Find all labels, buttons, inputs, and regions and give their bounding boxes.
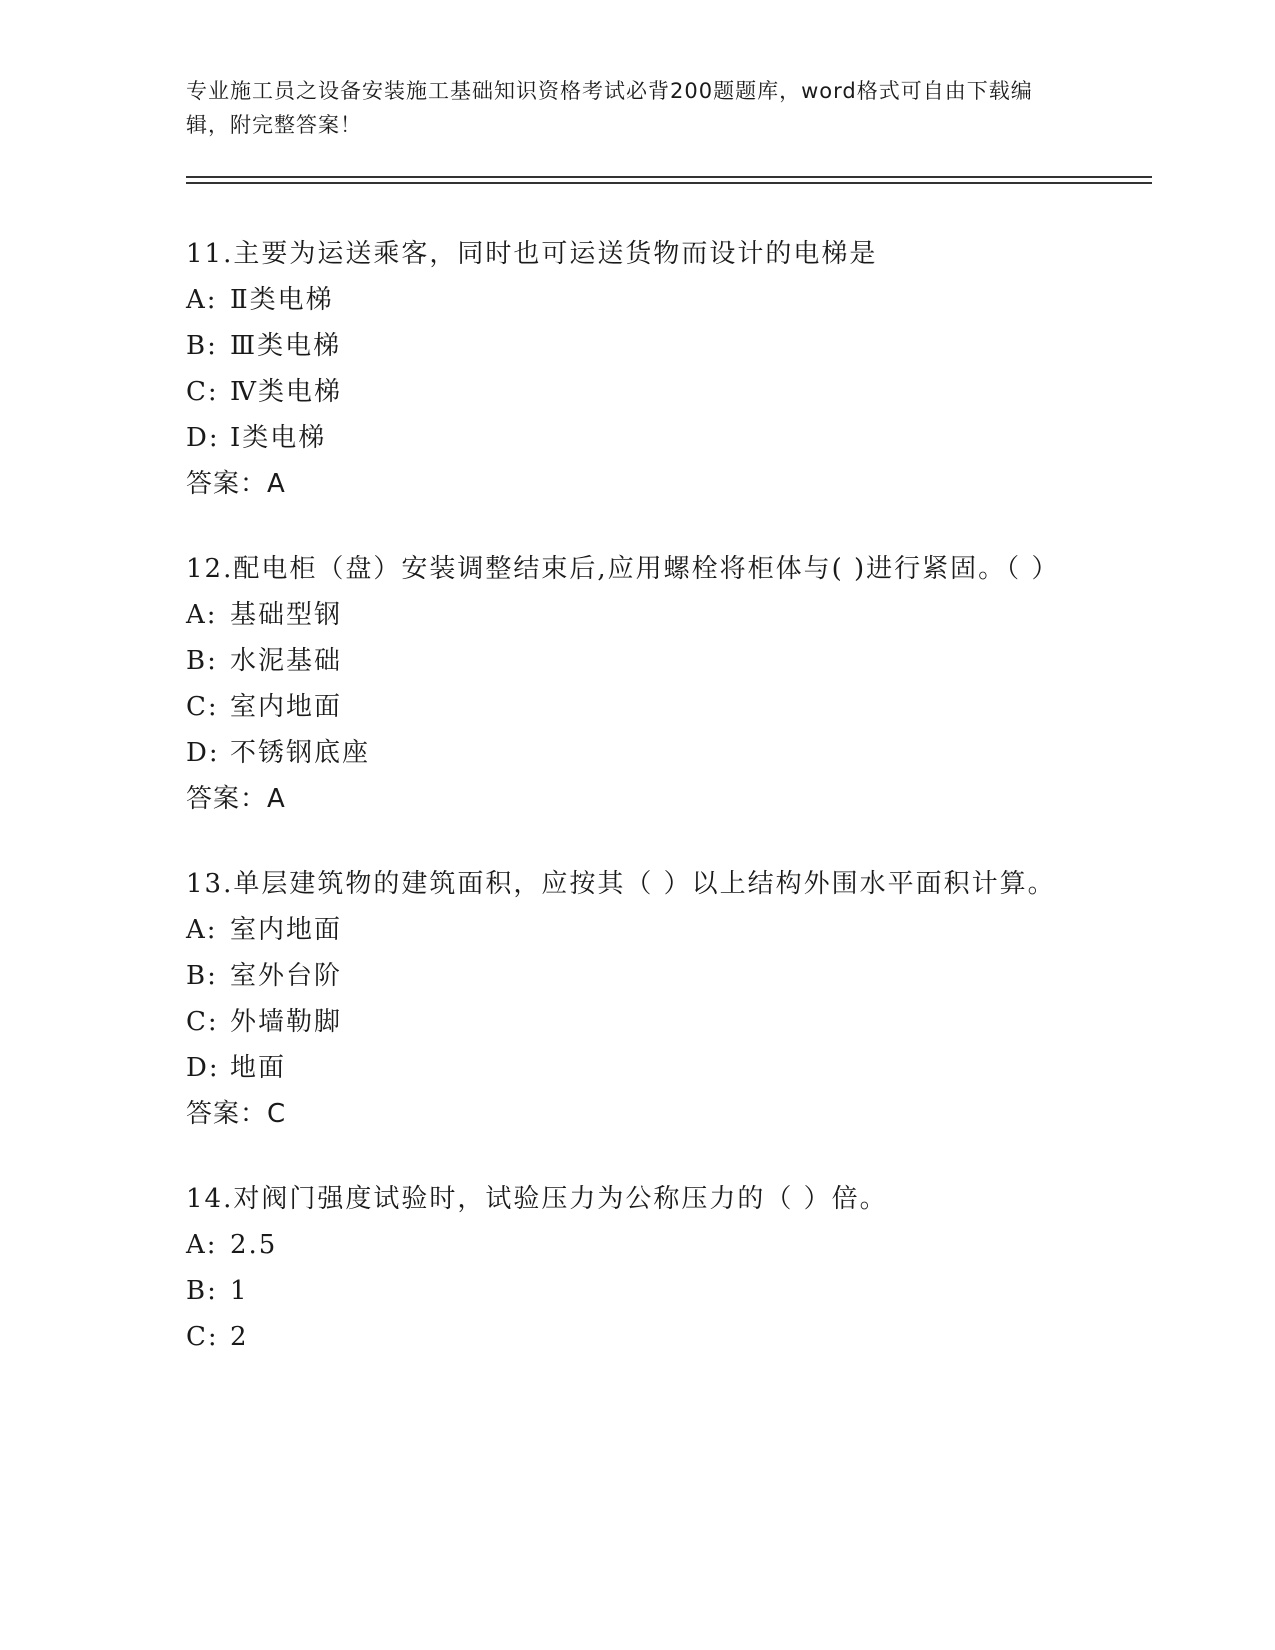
question-stem — [186, 547, 1086, 592]
option-a — [186, 907, 1086, 953]
option-text: 室外台阶 — [230, 961, 343, 991]
question-text: 主要为运送乘客，同时也可运送货物而设计的电梯是 — [233, 239, 878, 269]
option-c — [186, 1314, 1086, 1360]
option-d — [186, 730, 1086, 776]
option-letter: A: — [186, 915, 218, 945]
answer-line: 答案：A — [186, 469, 286, 499]
option-text: 室内地面 — [230, 692, 343, 722]
option-text: 水泥基础 — [230, 646, 343, 676]
answer-line: 答案：A — [186, 784, 286, 814]
option-letter: D: — [186, 423, 220, 453]
option-letter: A: — [186, 1230, 218, 1260]
question-stem — [186, 232, 1086, 277]
option-text: 1 — [230, 1276, 249, 1306]
option-text: Ⅲ类电梯 — [230, 331, 342, 361]
question-number: 11. — [186, 239, 234, 269]
question-text: 对阀门强度试验时，试验压力为公称压力的（ ）倍。 — [233, 1184, 888, 1214]
option-b — [186, 953, 1086, 999]
option-letter: B: — [186, 1276, 218, 1306]
option-letter: C: — [186, 692, 219, 722]
question-11 — [186, 232, 1086, 507]
question-list — [186, 232, 1086, 1400]
option-letter: C: — [186, 1322, 219, 1352]
option-c — [186, 369, 1086, 415]
option-text: 基础型钢 — [230, 600, 343, 630]
option-a — [186, 592, 1086, 638]
option-b — [186, 1268, 1086, 1314]
option-text: 外墙勒脚 — [230, 1007, 343, 1037]
option-c — [186, 684, 1086, 730]
header-divider-bottom — [186, 182, 1152, 184]
option-d — [186, 415, 1086, 461]
question-text: 配电柜（盘）安装调整结束后,应用螺栓将柜体与( )进行紧固。（ ） — [233, 554, 1060, 584]
option-letter: B: — [186, 961, 218, 991]
option-d — [186, 1045, 1086, 1091]
question-number: 14. — [186, 1184, 234, 1214]
document-header: 专业施工员之设备安装施工基础知识资格考试必背200题题库，word格式可自由下载编辑，附完整答案！ — [186, 79, 1033, 137]
question-stem — [186, 1177, 1086, 1222]
option-a — [186, 277, 1086, 323]
answer-line: 答案：C — [186, 1099, 287, 1129]
option-text: 不锈钢底座 — [230, 738, 371, 768]
option-letter: D: — [186, 1053, 220, 1083]
option-letter: C: — [186, 377, 219, 407]
option-text: 地面 — [230, 1053, 287, 1083]
option-letter: B: — [186, 646, 218, 676]
option-a — [186, 1222, 1086, 1268]
option-text: Ⅰ类电梯 — [230, 423, 327, 453]
question-number: 12. — [186, 554, 234, 584]
option-letter: A: — [186, 600, 218, 630]
option-c — [186, 999, 1086, 1045]
question-stem — [186, 862, 1086, 907]
option-text: 2.5 — [230, 1230, 278, 1260]
question-12 — [186, 547, 1086, 822]
option-b — [186, 638, 1086, 684]
question-13 — [186, 862, 1086, 1137]
header-divider-top — [186, 176, 1152, 178]
question-14 — [186, 1177, 1086, 1360]
option-letter: D: — [186, 738, 220, 768]
option-letter: C: — [186, 1007, 219, 1037]
question-text: 单层建筑物的建筑面积，应按其（ ）以上结构外围水平面积计算。 — [233, 869, 1056, 899]
question-number: 13. — [186, 869, 234, 899]
option-text: 2 — [230, 1322, 249, 1352]
option-letter: A: — [186, 285, 218, 315]
option-text: Ⅳ类电梯 — [230, 377, 342, 407]
option-text: Ⅱ类电梯 — [230, 285, 334, 315]
option-text: 室内地面 — [230, 915, 343, 945]
option-letter: B: — [186, 331, 218, 361]
option-b — [186, 323, 1086, 369]
